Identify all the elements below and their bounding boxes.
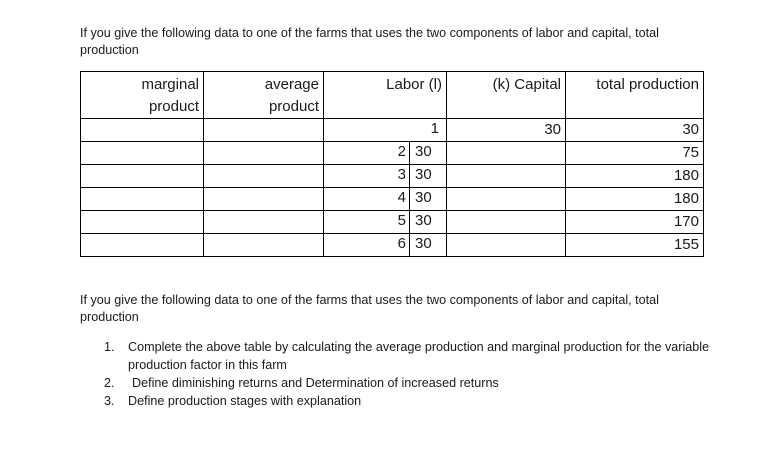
marginal-product-cell: [81, 234, 204, 257]
average-header-line1: average: [264, 76, 319, 93]
labor-row-capital-value: 30: [409, 142, 442, 164]
task-number: 1.: [104, 340, 115, 354]
average-product-cell: [204, 119, 324, 142]
table-row: [81, 234, 704, 257]
labor-cell: [324, 142, 447, 165]
capital-cell: [447, 211, 566, 234]
average-product-cell: [204, 234, 324, 257]
total-production-cell: 180: [566, 188, 704, 211]
production-table: [80, 71, 704, 257]
task-number: 2.: [104, 376, 115, 390]
labor-cell: [324, 211, 447, 234]
marginal-header-line1: marginal: [141, 76, 199, 93]
labor-value: 3: [397, 166, 406, 183]
labor-cell: [324, 119, 447, 142]
marginal-product-cell: [81, 119, 204, 142]
marginal-product-cell: [81, 211, 204, 234]
task-list: [80, 338, 720, 410]
labor-cell: [324, 234, 447, 257]
task-item: [80, 338, 720, 374]
total-production-cell: 170: [566, 211, 704, 234]
total-production-cell: 30: [566, 119, 704, 142]
average-product-cell: [204, 188, 324, 211]
table-row: [81, 142, 704, 165]
marginal-header-line2: product: [148, 98, 199, 115]
average-product-cell: [204, 165, 324, 188]
average-product-cell: [204, 211, 324, 234]
marginal-product-cell: [81, 142, 204, 165]
task-text: Define diminishing returns and Determination of increased returns: [132, 376, 499, 390]
labor-value: 6: [397, 235, 406, 252]
labor-value: 5: [397, 212, 406, 229]
capital-cell: [447, 234, 566, 257]
total-production-header: total production: [566, 72, 704, 119]
table-row: [81, 188, 704, 211]
intro-paragraph: If you give the following data to one of the farms that uses the two components of labor and capital, total production: [80, 26, 659, 57]
labor-row-capital-value: 30: [409, 165, 442, 187]
intro-paragraph-repeat: If you give the following data to one of the farms that uses the two components of labor and capital, total production: [80, 293, 659, 324]
capital-cell: [447, 165, 566, 188]
total-production-cell: 75: [566, 142, 704, 165]
table-row: [81, 165, 704, 188]
labor-header: Labor (l): [324, 72, 447, 119]
marginal-product-header: [81, 72, 204, 119]
table-header-row: [81, 72, 704, 119]
task-number: 3.: [104, 394, 115, 408]
labor-value: 4: [397, 189, 406, 206]
task-item: [80, 374, 720, 392]
marginal-product-cell: [81, 188, 204, 211]
average-product-cell: [204, 142, 324, 165]
table-row: [81, 211, 704, 234]
capital-cell: [447, 142, 566, 165]
labor-row-capital-value: 30: [409, 188, 442, 210]
task-text: Complete the above table by calculating the average production and marginal production for the variable production factor in this farm: [128, 340, 710, 372]
labor-cell: [324, 188, 447, 211]
labor-row-capital-value: 30: [409, 234, 442, 256]
labor-row-capital-value: 30: [409, 211, 442, 233]
task-text: Define production stages with explanation: [128, 394, 362, 408]
task-item: [80, 392, 720, 410]
marginal-product-cell: [81, 165, 204, 188]
total-production-cell: 155: [566, 234, 704, 257]
labor-cell: [324, 165, 447, 188]
labor-value: 1: [430, 120, 439, 137]
average-product-header: [204, 72, 324, 119]
capital-header: (k) Capital: [447, 72, 566, 119]
capital-cell: 30: [447, 119, 566, 142]
capital-cell: [447, 188, 566, 211]
average-header-line2: product: [268, 98, 319, 115]
total-production-cell: 180: [566, 165, 704, 188]
table-row: [81, 119, 704, 142]
labor-value: 2: [397, 143, 406, 160]
